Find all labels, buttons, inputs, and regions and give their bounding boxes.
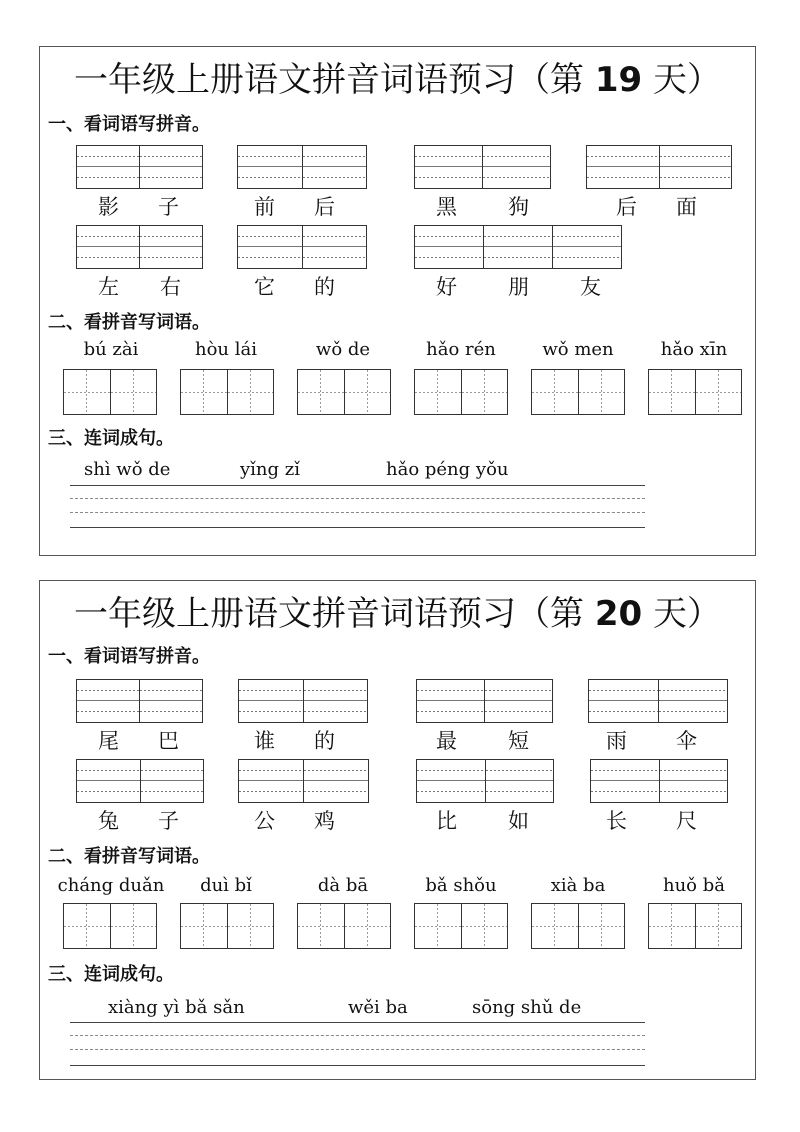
pinyin-prompt: wǒ de bbox=[315, 339, 371, 360]
pinyin-box[interactable] bbox=[76, 225, 203, 269]
section-1-heading: 一、看词语写拼音。 bbox=[48, 114, 210, 135]
writing-line[interactable] bbox=[70, 1022, 645, 1023]
writing-line[interactable] bbox=[70, 1065, 645, 1066]
worksheet-title bbox=[40, 589, 755, 639]
pinyin-box[interactable] bbox=[76, 759, 204, 803]
pinyin-box[interactable] bbox=[590, 759, 728, 803]
character-box[interactable] bbox=[180, 369, 274, 415]
writing-guide-line bbox=[70, 512, 645, 513]
pinyin-prompt: dà bā bbox=[317, 875, 369, 896]
character-box[interactable] bbox=[297, 903, 391, 949]
pinyin-box[interactable] bbox=[237, 225, 367, 269]
sentence-word: shì wǒ de bbox=[84, 459, 171, 480]
character-box[interactable] bbox=[180, 903, 274, 949]
section-3-heading: 三、连词成句。 bbox=[48, 428, 174, 449]
pinyin-box[interactable] bbox=[414, 225, 622, 269]
section-2-heading: 二、看拼音写词语。 bbox=[48, 846, 210, 867]
pinyin-prompt: cháng duǎn bbox=[57, 875, 165, 896]
character-box[interactable] bbox=[648, 903, 742, 949]
character-box[interactable] bbox=[531, 903, 625, 949]
sentence-word: wěi ba bbox=[348, 997, 408, 1018]
character-box[interactable] bbox=[297, 369, 391, 415]
pinyin-box[interactable] bbox=[238, 679, 368, 723]
writing-guide-line bbox=[70, 1049, 645, 1050]
pinyin-box[interactable] bbox=[76, 679, 203, 723]
title-day-number: 19 bbox=[594, 60, 643, 100]
sentence-word: hǎo péng yǒu bbox=[386, 459, 509, 480]
pinyin-prompt: bú zài bbox=[83, 339, 139, 360]
sentence-word: sōng shǔ de bbox=[472, 997, 582, 1018]
pinyin-prompt: hǎo rén bbox=[426, 339, 496, 360]
section-2-heading: 二、看拼音写词语。 bbox=[48, 312, 210, 333]
character-box[interactable] bbox=[414, 369, 508, 415]
writing-guide-line bbox=[70, 1035, 645, 1036]
pinyin-prompt: wǒ men bbox=[542, 339, 614, 360]
title-text: 一年级上册语文拼音词语预习（第 bbox=[74, 60, 595, 100]
title-text: 一年级上册语文拼音词语预习（第 bbox=[74, 594, 595, 634]
pinyin-box[interactable] bbox=[414, 145, 551, 189]
character-box[interactable] bbox=[414, 903, 508, 949]
pinyin-box[interactable] bbox=[237, 145, 367, 189]
section-3-heading: 三、连词成句。 bbox=[48, 964, 174, 985]
worksheet-title bbox=[40, 55, 755, 105]
worksheet-day-19: 一年级上册语文拼音词语预习（第 19 天） 一、看词语写拼音。 影 子 前 后 黑 狗 后 面 左 右 它 的 好 朋 友 二、看拼音写词语。 bú zài hòu lái wǒ de hǎo rén wǒ men hǎo xīn 三、连词成句。 shì wǒ de yǐng zǐ hǎo péng yǒu bbox=[39, 46, 756, 556]
section-1-heading: 一、看词语写拼音。 bbox=[48, 646, 210, 667]
title-suffix: 天） bbox=[642, 60, 721, 100]
sentence-word: xiàng yì bǎ sǎn bbox=[108, 997, 245, 1018]
pinyin-prompt: duì bǐ bbox=[200, 875, 252, 896]
pinyin-prompt: bǎ shǒu bbox=[425, 875, 497, 896]
worksheet-day-20: 一年级上册语文拼音词语预习（第 20 天） 一、看词语写拼音。 尾 巴 谁 的 最 短 雨 伞 兔 子 公 鸡 比 如 长 尺 二、看拼音写词语。 cháng duǎn duì bǐ dà bā bǎ shǒu xià ba huǒ bǎ 三、连词成句。 xiàng yì bǎ sǎn wěi ba sōng shǔ de bbox=[39, 580, 756, 1080]
writing-guide-line bbox=[70, 498, 645, 499]
pinyin-prompt: hǎo xīn bbox=[660, 339, 728, 360]
pinyin-prompt: huǒ bǎ bbox=[663, 875, 725, 896]
character-box[interactable] bbox=[648, 369, 742, 415]
pinyin-box[interactable] bbox=[76, 145, 203, 189]
pinyin-box[interactable] bbox=[416, 679, 553, 723]
pinyin-box[interactable] bbox=[416, 759, 554, 803]
character-box[interactable] bbox=[531, 369, 625, 415]
character-box[interactable] bbox=[63, 369, 157, 415]
title-day-number: 20 bbox=[594, 594, 643, 634]
pinyin-box[interactable] bbox=[238, 759, 369, 803]
pinyin-box[interactable] bbox=[588, 679, 728, 723]
writing-line[interactable] bbox=[70, 527, 645, 528]
sentence-word: yǐng zǐ bbox=[240, 459, 301, 480]
pinyin-prompt: hòu lái bbox=[195, 339, 257, 360]
writing-line[interactable] bbox=[70, 485, 645, 486]
pinyin-box[interactable] bbox=[586, 145, 732, 189]
pinyin-prompt: xià ba bbox=[550, 875, 606, 896]
character-box[interactable] bbox=[63, 903, 157, 949]
title-suffix: 天） bbox=[642, 594, 721, 634]
